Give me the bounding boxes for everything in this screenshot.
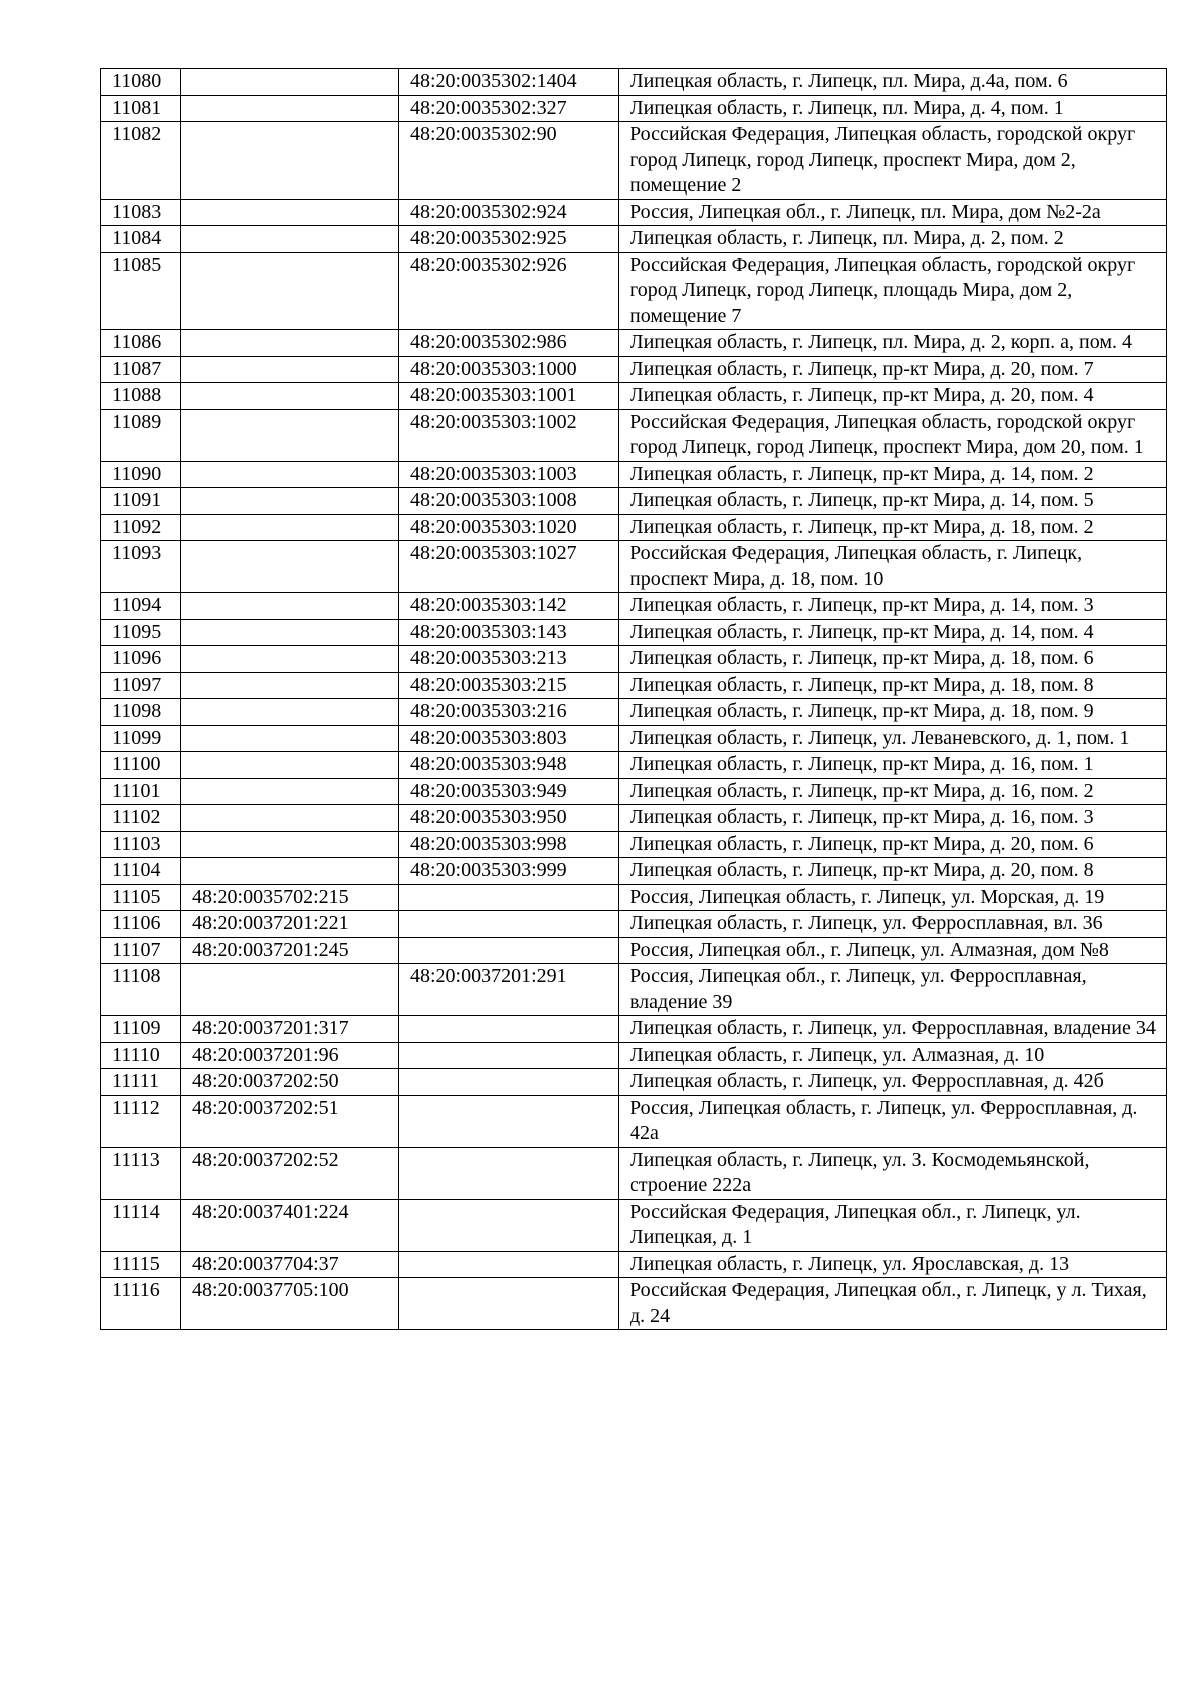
land-cadastral-number-cell <box>181 831 399 858</box>
row-number-cell: 11106 <box>101 911 181 938</box>
land-cadastral-number-cell: 48:20:0037401:224 <box>181 1199 399 1251</box>
building-cadastral-number-cell <box>399 1016 619 1043</box>
address-cell: Липецкая область, г. Липецк, пл. Мира, д.4а, пом. 6 <box>619 69 1167 96</box>
building-cadastral-number-cell <box>399 1147 619 1199</box>
table-row <box>101 122 1167 200</box>
address-cell: Липецкая область, г. Липецк, пр-кт Мира, д. 14, пом. 4 <box>619 619 1167 646</box>
land-cadastral-number-cell: 48:20:0037201:221 <box>181 911 399 938</box>
building-cadastral-number-cell: 48:20:0035302:1404 <box>399 69 619 96</box>
building-cadastral-number-cell <box>399 1199 619 1251</box>
building-cadastral-number-cell: 48:20:0037201:291 <box>399 964 619 1016</box>
building-cadastral-number-cell: 48:20:0035303:950 <box>399 805 619 832</box>
row-number-cell: 11111 <box>101 1069 181 1096</box>
table-row <box>101 646 1167 673</box>
building-cadastral-number-cell: 48:20:0035303:949 <box>399 778 619 805</box>
building-cadastral-number-cell <box>399 1251 619 1278</box>
row-number-cell: 11085 <box>101 252 181 330</box>
table-row <box>101 252 1167 330</box>
land-cadastral-number-cell: 48:20:0037201:96 <box>181 1042 399 1069</box>
row-number-cell: 11095 <box>101 619 181 646</box>
land-cadastral-number-cell <box>181 752 399 779</box>
row-number-cell: 11112 <box>101 1095 181 1147</box>
address-cell: Липецкая область, г. Липецк, ул. Алмазная, д. 10 <box>619 1042 1167 1069</box>
row-number-cell: 11105 <box>101 884 181 911</box>
table-row <box>101 461 1167 488</box>
building-cadastral-number-cell <box>399 937 619 964</box>
table-row <box>101 619 1167 646</box>
building-cadastral-number-cell: 48:20:0035303:1000 <box>399 356 619 383</box>
address-cell: Россия, Липецкая область, г. Липецк, ул. Морская, д. 19 <box>619 884 1167 911</box>
address-cell: Россия, Липецкая обл., г. Липецк, ул. Ферросплавная, владение 39 <box>619 964 1167 1016</box>
building-cadastral-number-cell: 48:20:0035303:1027 <box>399 541 619 593</box>
row-number-cell: 11092 <box>101 514 181 541</box>
row-number-cell: 11116 <box>101 1278 181 1330</box>
building-cadastral-number-cell: 48:20:0035303:1001 <box>399 383 619 410</box>
building-cadastral-number-cell <box>399 911 619 938</box>
row-number-cell: 11089 <box>101 409 181 461</box>
address-cell: Россия, Липецкая обл., г. Липецк, пл. Мира, дом №2-2а <box>619 199 1167 226</box>
land-cadastral-number-cell <box>181 383 399 410</box>
land-cadastral-number-cell <box>181 122 399 200</box>
building-cadastral-number-cell: 48:20:0035303:1003 <box>399 461 619 488</box>
row-number-cell: 11104 <box>101 858 181 885</box>
land-cadastral-number-cell: 48:20:0037202:51 <box>181 1095 399 1147</box>
table-row <box>101 752 1167 779</box>
land-cadastral-number-cell <box>181 672 399 699</box>
table-row <box>101 858 1167 885</box>
address-cell: Липецкая область, г. Липецк, пр-кт Мира, д. 20, пом. 4 <box>619 383 1167 410</box>
land-cadastral-number-cell: 48:20:0037201:317 <box>181 1016 399 1043</box>
row-number-cell: 11091 <box>101 488 181 515</box>
table-row <box>101 831 1167 858</box>
land-cadastral-number-cell: 48:20:0037202:50 <box>181 1069 399 1096</box>
building-cadastral-number-cell <box>399 1278 619 1330</box>
table-row <box>101 383 1167 410</box>
building-cadastral-number-cell: 48:20:0035302:327 <box>399 95 619 122</box>
address-cell: Липецкая область, г. Липецк, пл. Мира, д. 2, корп. а, пом. 4 <box>619 330 1167 357</box>
building-cadastral-number-cell: 48:20:0035303:1020 <box>399 514 619 541</box>
table-row <box>101 1199 1167 1251</box>
address-cell: Липецкая область, г. Липецк, пр-кт Мира, д. 18, пом. 9 <box>619 699 1167 726</box>
table-row <box>101 699 1167 726</box>
row-number-cell: 11113 <box>101 1147 181 1199</box>
building-cadastral-number-cell: 48:20:0035303:213 <box>399 646 619 673</box>
table-row <box>101 1069 1167 1096</box>
building-cadastral-number-cell: 48:20:0035302:924 <box>399 199 619 226</box>
address-cell: Липецкая область, г. Липецк, пр-кт Мира, д. 18, пом. 8 <box>619 672 1167 699</box>
address-cell: Липецкая область, г. Липецк, ул. Ферросплавная, владение 34 <box>619 1016 1167 1043</box>
building-cadastral-number-cell: 48:20:0035302:986 <box>399 330 619 357</box>
row-number-cell: 11084 <box>101 226 181 253</box>
building-cadastral-number-cell: 48:20:0035303:1008 <box>399 488 619 515</box>
address-cell: Липецкая область, г. Липецк, ул. З. Космодемьянской, строение 222а <box>619 1147 1167 1199</box>
row-number-cell: 11088 <box>101 383 181 410</box>
row-number-cell: 11103 <box>101 831 181 858</box>
table-row <box>101 937 1167 964</box>
address-cell: Липецкая область, г. Липецк, пр-кт Мира, д. 20, пом. 7 <box>619 356 1167 383</box>
address-cell: Россия, Липецкая обл., г. Липецк, ул. Алмазная, дом №8 <box>619 937 1167 964</box>
building-cadastral-number-cell: 48:20:0035303:216 <box>399 699 619 726</box>
address-cell: Липецкая область, г. Липецк, пр-кт Мира, д. 16, пом. 1 <box>619 752 1167 779</box>
land-cadastral-number-cell <box>181 699 399 726</box>
land-cadastral-number-cell <box>181 858 399 885</box>
land-cadastral-number-cell <box>181 69 399 96</box>
land-cadastral-number-cell <box>181 226 399 253</box>
building-cadastral-number-cell: 48:20:0035303:803 <box>399 725 619 752</box>
row-number-cell: 11109 <box>101 1016 181 1043</box>
land-cadastral-number-cell <box>181 778 399 805</box>
land-cadastral-number-cell <box>181 356 399 383</box>
building-cadastral-number-cell: 48:20:0035303:142 <box>399 593 619 620</box>
row-number-cell: 11108 <box>101 964 181 1016</box>
land-cadastral-number-cell <box>181 805 399 832</box>
address-cell: Липецкая область, г. Липецк, пр-кт Мира, д. 14, пом. 3 <box>619 593 1167 620</box>
table-row <box>101 778 1167 805</box>
land-cadastral-number-cell <box>181 593 399 620</box>
building-cadastral-number-cell: 48:20:0035303:999 <box>399 858 619 885</box>
table-row <box>101 964 1167 1016</box>
table-row <box>101 593 1167 620</box>
table-row <box>101 95 1167 122</box>
land-cadastral-number-cell <box>181 646 399 673</box>
address-cell: Российская Федерация, Липецкая обл., г. Липецк, у л. Тихая, д. 24 <box>619 1278 1167 1330</box>
address-cell: Липецкая область, г. Липецк, ул. Ферросплавная, вл. 36 <box>619 911 1167 938</box>
table-row <box>101 1147 1167 1199</box>
table-row <box>101 488 1167 515</box>
address-cell: Липецкая область, г. Липецк, пр-кт Мира, д. 16, пом. 2 <box>619 778 1167 805</box>
land-cadastral-number-cell <box>181 964 399 1016</box>
address-cell: Липецкая область, г. Липецк, пр-кт Мира, д. 16, пом. 3 <box>619 805 1167 832</box>
building-cadastral-number-cell: 48:20:0035303:143 <box>399 619 619 646</box>
registry-table <box>100 68 1167 1330</box>
registry-body <box>101 69 1167 1330</box>
building-cadastral-number-cell <box>399 1095 619 1147</box>
land-cadastral-number-cell: 48:20:0037202:52 <box>181 1147 399 1199</box>
table-row <box>101 884 1167 911</box>
address-cell: Российская Федерация, Липецкая область, г. Липецк, проспект Мира, д. 18, пом. 10 <box>619 541 1167 593</box>
address-cell: Липецкая область, г. Липецк, пр-кт Мира, д. 14, пом. 2 <box>619 461 1167 488</box>
table-row <box>101 725 1167 752</box>
address-cell: Российская Федерация, Липецкая область, городской округ город Липецк, город Липецк, проспект Мира, дом 2, помещение 2 <box>619 122 1167 200</box>
table-row <box>101 1016 1167 1043</box>
row-number-cell: 11101 <box>101 778 181 805</box>
row-number-cell: 11093 <box>101 541 181 593</box>
row-number-cell: 11096 <box>101 646 181 673</box>
land-cadastral-number-cell <box>181 514 399 541</box>
land-cadastral-number-cell <box>181 95 399 122</box>
address-cell: Липецкая область, г. Липецк, пр-кт Мира, д. 18, пом. 6 <box>619 646 1167 673</box>
building-cadastral-number-cell: 48:20:0035303:215 <box>399 672 619 699</box>
address-cell: Российская Федерация, Липецкая обл., г. Липецк, ул. Липецкая, д. 1 <box>619 1199 1167 1251</box>
land-cadastral-number-cell <box>181 409 399 461</box>
building-cadastral-number-cell: 48:20:0035302:926 <box>399 252 619 330</box>
table-row <box>101 226 1167 253</box>
table-row <box>101 1251 1167 1278</box>
building-cadastral-number-cell <box>399 1069 619 1096</box>
land-cadastral-number-cell <box>181 725 399 752</box>
table-row <box>101 1042 1167 1069</box>
row-number-cell: 11081 <box>101 95 181 122</box>
row-number-cell: 11100 <box>101 752 181 779</box>
address-cell: Российская Федерация, Липецкая область, городской округ город Липецк, город Липецк, проспект Мира, дом 20, пом. 1 <box>619 409 1167 461</box>
address-cell: Липецкая область, г. Липецк, ул. Леваневского, д. 1, пом. 1 <box>619 725 1167 752</box>
table-row <box>101 199 1167 226</box>
address-cell: Россия, Липецкая область, г. Липецк, ул. Ферросплавная, д. 42а <box>619 1095 1167 1147</box>
address-cell: Липецкая область, г. Липецк, пр-кт Мира, д. 18, пом. 2 <box>619 514 1167 541</box>
land-cadastral-number-cell: 48:20:0037705:100 <box>181 1278 399 1330</box>
row-number-cell: 11080 <box>101 69 181 96</box>
row-number-cell: 11094 <box>101 593 181 620</box>
row-number-cell: 11090 <box>101 461 181 488</box>
row-number-cell: 11114 <box>101 1199 181 1251</box>
table-row <box>101 805 1167 832</box>
land-cadastral-number-cell: 48:20:0037704:37 <box>181 1251 399 1278</box>
table-row <box>101 69 1167 96</box>
land-cadastral-number-cell: 48:20:0035702:215 <box>181 884 399 911</box>
table-row <box>101 1278 1167 1330</box>
land-cadastral-number-cell <box>181 252 399 330</box>
building-cadastral-number-cell: 48:20:0035303:1002 <box>399 409 619 461</box>
row-number-cell: 11098 <box>101 699 181 726</box>
address-cell: Липецкая область, г. Липецк, ул. Ферросплавная, д. 42б <box>619 1069 1167 1096</box>
address-cell: Липецкая область, г. Липецк, ул. Ярославская, д. 13 <box>619 1251 1167 1278</box>
table-row <box>101 514 1167 541</box>
table-row <box>101 1095 1167 1147</box>
land-cadastral-number-cell <box>181 461 399 488</box>
building-cadastral-number-cell <box>399 1042 619 1069</box>
building-cadastral-number-cell: 48:20:0035302:90 <box>399 122 619 200</box>
row-number-cell: 11086 <box>101 330 181 357</box>
address-cell: Липецкая область, г. Липецк, пр-кт Мира, д. 20, пом. 6 <box>619 831 1167 858</box>
land-cadastral-number-cell <box>181 199 399 226</box>
land-cadastral-number-cell <box>181 541 399 593</box>
row-number-cell: 11115 <box>101 1251 181 1278</box>
land-cadastral-number-cell <box>181 619 399 646</box>
row-number-cell: 11087 <box>101 356 181 383</box>
table-row <box>101 541 1167 593</box>
building-cadastral-number-cell: 48:20:0035303:948 <box>399 752 619 779</box>
address-cell: Липецкая область, г. Липецк, пл. Мира, д. 4, пом. 1 <box>619 95 1167 122</box>
row-number-cell: 11102 <box>101 805 181 832</box>
row-number-cell: 11097 <box>101 672 181 699</box>
table-row <box>101 356 1167 383</box>
land-cadastral-number-cell: 48:20:0037201:245 <box>181 937 399 964</box>
land-cadastral-number-cell <box>181 488 399 515</box>
address-cell: Липецкая область, г. Липецк, пл. Мира, д. 2, пом. 2 <box>619 226 1167 253</box>
row-number-cell: 11107 <box>101 937 181 964</box>
row-number-cell: 11099 <box>101 725 181 752</box>
row-number-cell: 11082 <box>101 122 181 200</box>
address-cell: Липецкая область, г. Липецк, пр-кт Мира, д. 14, пом. 5 <box>619 488 1167 515</box>
table-row <box>101 672 1167 699</box>
building-cadastral-number-cell <box>399 884 619 911</box>
building-cadastral-number-cell: 48:20:0035303:998 <box>399 831 619 858</box>
row-number-cell: 11110 <box>101 1042 181 1069</box>
table-row <box>101 330 1167 357</box>
address-cell: Российская Федерация, Липецкая область, городской округ город Липецк, город Липецк, площадь Мира, дом 2, помещение 7 <box>619 252 1167 330</box>
table-row <box>101 409 1167 461</box>
address-cell: Липецкая область, г. Липецк, пр-кт Мира, д. 20, пом. 8 <box>619 858 1167 885</box>
building-cadastral-number-cell: 48:20:0035302:925 <box>399 226 619 253</box>
table-row <box>101 911 1167 938</box>
land-cadastral-number-cell <box>181 330 399 357</box>
row-number-cell: 11083 <box>101 199 181 226</box>
